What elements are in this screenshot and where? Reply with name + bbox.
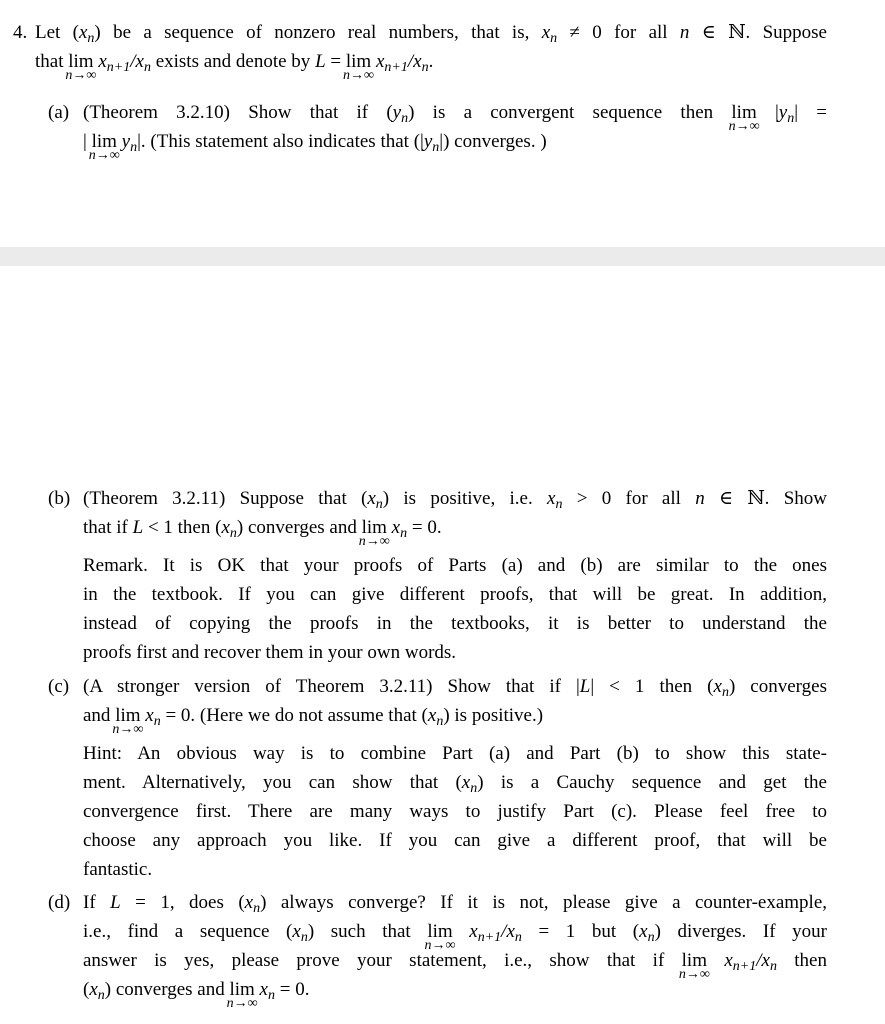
text-run: | <box>756 102 779 123</box>
math-variable <box>375 51 408 75</box>
math-variable <box>98 51 131 75</box>
text-line <box>83 609 827 638</box>
limit-operator <box>88 127 120 163</box>
variable-base: x <box>89 979 98 1000</box>
variable-base: x <box>639 921 648 942</box>
variable-base: x <box>547 488 556 509</box>
variable-subscript: n+1 <box>477 930 502 945</box>
variable-base: x <box>541 22 551 43</box>
math-variable <box>427 705 444 729</box>
text-run: Remark. It is OK that your proofs of Parts (a) and (b) are similar to the ones <box>83 555 827 576</box>
math-variable <box>391 517 408 541</box>
text-line <box>83 551 827 580</box>
part-d-body <box>83 888 828 1011</box>
math-variable <box>423 131 440 155</box>
text-run: ) is positive.) <box>443 705 544 726</box>
math-run: L <box>579 676 591 697</box>
part-c <box>48 672 827 884</box>
variable-subscript: n <box>87 31 95 46</box>
text-run: convergence first. There are many ways to justify Part (c). Please feel free to <box>83 801 827 822</box>
text-run: Let ( <box>35 22 79 43</box>
math-variable <box>413 51 429 75</box>
math-run: L <box>110 892 121 913</box>
paragraph <box>83 739 827 884</box>
lim-word: lim <box>91 131 117 152</box>
text-run: > 0 for all <box>562 488 696 509</box>
text-run: ( <box>83 979 90 1000</box>
text-run: ) is a Cauchy sequence and get the <box>477 772 827 793</box>
math-run: n <box>679 22 690 43</box>
math-variable <box>469 921 502 945</box>
text-run: ) be a sequence of nonzero real numbers, that is, <box>94 22 542 43</box>
variable-subscript: n <box>253 901 261 916</box>
text-run: then <box>776 950 827 971</box>
text-line <box>83 127 827 163</box>
variable-base: x <box>135 51 144 72</box>
text-line <box>83 917 827 953</box>
math-variable <box>724 950 757 974</box>
text-run: (Theorem 3.2.10) Show that if ( <box>83 102 393 123</box>
text-run: ) converges and <box>104 979 230 1000</box>
math-run: n <box>695 488 705 509</box>
variable-base: x <box>724 950 733 971</box>
text-run: | < 1 then ( <box>590 676 714 697</box>
limit-operator <box>678 946 710 982</box>
text-run: proofs first and recover them in your own words. <box>83 642 457 663</box>
text-line <box>83 513 827 549</box>
intro-lines <box>35 18 827 83</box>
math-variable <box>292 921 308 945</box>
text-run: (A stronger version of Theorem 3.2.11) Show that if | <box>83 676 580 697</box>
part-d <box>48 888 828 1011</box>
text-run: | = <box>794 102 827 123</box>
variable-base: x <box>145 705 154 726</box>
variable-subscript: n <box>647 930 655 945</box>
part-c-label: (c) <box>48 676 70 697</box>
math-variable <box>461 772 478 796</box>
math-variable <box>639 921 655 945</box>
variable-base: y <box>423 131 433 152</box>
lim-subscript: n→∞ <box>343 68 375 83</box>
problem-intro <box>13 18 827 83</box>
variable-base: x <box>427 705 437 726</box>
text-run: ment. Alternatively, you can show that ( <box>83 772 462 793</box>
variable-base: x <box>98 51 107 72</box>
limit-operator <box>112 701 144 737</box>
variable-subscript: n <box>436 714 444 729</box>
lim-word: lim <box>229 979 255 1000</box>
part-a <box>48 98 827 163</box>
paragraph <box>83 484 827 549</box>
paragraph <box>83 551 827 667</box>
variable-subscript: n <box>143 60 151 75</box>
variable-base: x <box>391 517 401 538</box>
text-run: ) converges <box>728 676 827 697</box>
variable-subscript: n <box>153 714 161 729</box>
text-run: and <box>83 705 116 726</box>
text-run: = 1, does ( <box>120 892 245 913</box>
text-line <box>83 701 827 737</box>
math-variable <box>541 22 558 46</box>
lim-word: lim <box>68 51 94 72</box>
text-run: ) diverges. If your <box>654 921 827 942</box>
lim-subscript: n→∞ <box>65 68 97 83</box>
lim-subscript: n→∞ <box>424 938 456 953</box>
text-line <box>83 484 827 513</box>
variable-subscript: n <box>721 685 729 700</box>
variable-subscript: n <box>97 988 105 1003</box>
part-d-label: (d) <box>48 892 71 913</box>
text-run: = 1 but ( <box>521 921 640 942</box>
variable-subscript: n <box>130 140 138 155</box>
text-run: = <box>325 51 346 72</box>
variable-base: y <box>121 131 131 152</box>
math-run: / <box>407 51 414 72</box>
math-variable <box>367 488 383 512</box>
variable-base: x <box>761 950 770 971</box>
variable-subscript: n <box>229 526 237 541</box>
math-variable <box>89 979 105 1003</box>
lim-word: lim <box>681 950 707 971</box>
text-run: |) converges. ) <box>439 131 547 152</box>
variable-subscript: n <box>432 140 440 155</box>
text-run: that <box>35 51 69 72</box>
text-run: ) is positive, i.e. <box>382 488 548 509</box>
math-run: / <box>130 51 136 72</box>
text-run: ) such that <box>307 921 428 942</box>
variable-subscript: n <box>400 526 408 541</box>
text-run: | <box>83 131 92 152</box>
variable-subscript: n <box>470 781 478 796</box>
text-run: ) is a convergent sequence then <box>408 102 732 123</box>
variable-subscript: n <box>375 497 383 512</box>
text-run: choose any approach you like. If you can give a different proof, that will be <box>83 830 827 851</box>
variable-base: x <box>367 488 376 509</box>
variable-base: x <box>244 892 254 913</box>
text-run: instead of copying the proofs in the textbooks, it is better to understand the <box>83 613 827 634</box>
lim-word: lim <box>361 517 387 538</box>
math-variable <box>392 102 409 126</box>
math-run: / <box>501 921 507 942</box>
text-run: fantastic. <box>83 859 153 880</box>
text-run: answer is yes, please prove your statement, i.e., show that if <box>83 950 682 971</box>
math-run: L <box>132 517 144 538</box>
variable-base: x <box>78 22 88 43</box>
limit-operator <box>424 917 456 953</box>
text-line <box>83 797 827 826</box>
section-divider <box>0 247 885 266</box>
math-variable <box>259 979 275 1003</box>
text-run: ) converges and <box>236 517 362 538</box>
limit-operator <box>65 47 97 83</box>
lim-subscript: n→∞ <box>728 119 760 134</box>
variable-subscript: n <box>267 988 275 1003</box>
text-line <box>83 855 827 884</box>
part-b-label: (b) <box>48 488 71 509</box>
part-a-body <box>83 98 827 163</box>
part-c-body <box>83 672 827 884</box>
variable-subscript: n <box>769 959 777 974</box>
math-variable <box>121 131 138 155</box>
math-run: L <box>315 51 326 72</box>
math-variable <box>78 22 95 46</box>
variable-base: x <box>375 51 385 72</box>
text-run: |. (This statement also indicates that (| <box>137 131 424 152</box>
text-run: . <box>428 51 434 72</box>
math-variable <box>547 488 563 512</box>
text-line <box>83 638 827 667</box>
math-variable <box>244 892 261 916</box>
math-variable <box>778 102 795 126</box>
variable-subscript: n+1 <box>732 959 757 974</box>
math-run: / <box>756 950 762 971</box>
variable-subscript: n+1 <box>106 60 131 75</box>
part-b <box>48 484 827 667</box>
text-line <box>83 98 827 134</box>
paragraph <box>83 672 827 737</box>
text-run: < 1 then ( <box>143 517 222 538</box>
text-line <box>35 18 827 47</box>
text-run: If <box>83 892 111 913</box>
text-run: exists and denote by <box>150 51 316 72</box>
paragraph <box>83 888 828 1011</box>
text-line <box>83 888 827 917</box>
variable-subscript: n <box>300 930 308 945</box>
paragraph <box>83 98 827 163</box>
text-line <box>83 580 827 609</box>
math-variable <box>221 517 237 541</box>
text-run: Hint: An obvious way is to combine Part (a) and Part (b) to show this state- <box>83 743 827 764</box>
text-line <box>83 739 827 768</box>
lim-subscript: n→∞ <box>112 722 144 737</box>
variable-subscript: n <box>401 111 409 126</box>
variable-subscript: n+1 <box>384 60 408 75</box>
text-run: i.e., find a sequence ( <box>83 921 293 942</box>
text-run: = 0. <box>274 979 310 1000</box>
lim-word: lim <box>427 921 453 942</box>
text-run: that if <box>83 517 133 538</box>
variable-subscript: n <box>421 60 429 75</box>
variable-base: x <box>292 921 301 942</box>
math-variable <box>135 51 151 75</box>
lim-subscript: n→∞ <box>678 967 710 982</box>
lim-word: lim <box>115 705 141 726</box>
lim-word: lim <box>731 102 757 123</box>
text-run: ≠ 0 for all <box>557 22 680 43</box>
variable-base: x <box>506 921 515 942</box>
limit-operator <box>358 513 390 549</box>
limit-operator <box>226 975 258 1011</box>
text-line <box>83 672 827 701</box>
text-run: (Theorem 3.2.11) Suppose that ( <box>83 488 368 509</box>
variable-base: x <box>259 979 268 1000</box>
part-a-label: (a) <box>48 102 70 123</box>
text-run: ∈ ℕ. Suppose <box>689 22 827 43</box>
variable-base: x <box>221 517 230 538</box>
lim-subscript: n→∞ <box>88 148 120 163</box>
limit-operator <box>728 98 760 134</box>
text-run: = 0. (Here we do not assume that ( <box>160 705 428 726</box>
variable-subscript: n <box>787 111 795 126</box>
text-line <box>83 826 827 855</box>
text-line <box>83 975 827 1011</box>
part-b-body <box>83 484 827 667</box>
text-line <box>35 47 827 83</box>
lim-subscript: n→∞ <box>226 996 258 1011</box>
text-line <box>83 768 827 797</box>
variable-base: x <box>469 921 478 942</box>
text-run: ) always converge? If it is not, please give a counter-example, <box>260 892 828 913</box>
variable-base: y <box>392 102 402 123</box>
text-run: in the textbook. If you can give different proofs, that will be great. In addition, <box>83 584 827 605</box>
variable-subscript: n <box>550 31 558 46</box>
limit-operator <box>343 47 375 83</box>
problem-number: 4. <box>13 22 28 43</box>
lim-subscript: n→∞ <box>358 534 390 549</box>
math-variable <box>761 950 777 974</box>
variable-base: x <box>413 51 422 72</box>
math-variable <box>713 676 729 700</box>
text-run: ∈ ℕ. Show <box>704 488 827 509</box>
variable-base: x <box>461 772 471 793</box>
variable-subscript: n <box>555 497 563 512</box>
text-run: = 0. <box>407 517 442 538</box>
lim-word: lim <box>345 51 372 72</box>
math-variable <box>506 921 522 945</box>
variable-base: y <box>778 102 788 123</box>
math-variable <box>145 705 161 729</box>
variable-base: x <box>713 676 722 697</box>
variable-subscript: n <box>514 930 522 945</box>
